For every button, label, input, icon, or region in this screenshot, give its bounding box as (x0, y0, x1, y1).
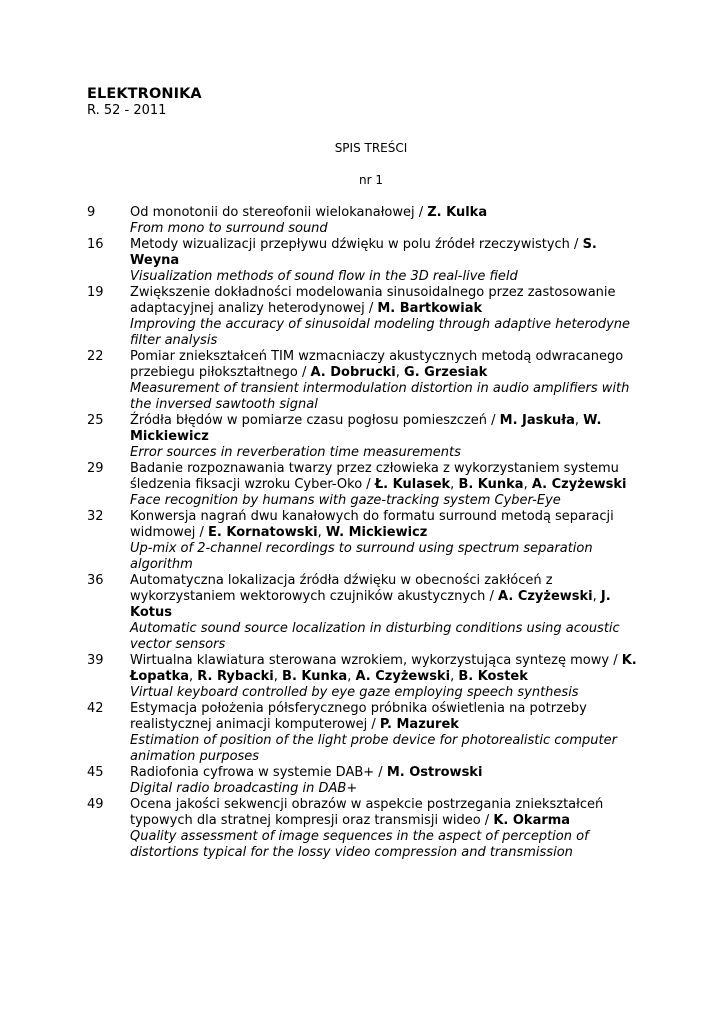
entry-english-title: Error sources in reverberation time measurements (130, 445, 461, 460)
entry-page-number: 16 (87, 237, 104, 252)
entry-body (130, 205, 647, 237)
entry-author: A. Czyżewski (531, 477, 627, 492)
toc-entry (87, 413, 647, 461)
entry-english-title: Quality assessment of image sequences in the aspect of perception of distortions typical for the lossy video compression and transmission (130, 829, 589, 860)
entry-page-number: 49 (87, 797, 104, 812)
toc-entry (87, 205, 647, 237)
entry-polish-title: Źródła błędów w pomiarze czasu pogłosu pomieszczeń / M. Jaskuła, W. Mickiewicz (130, 413, 602, 444)
journal-title: ELEKTRONIKA (87, 86, 202, 102)
journal-volume: R. 52 - 2011 (87, 103, 167, 118)
entry-author: P. Mazurek (379, 717, 459, 732)
entry-author: K. Łopatka (130, 653, 637, 684)
entry-title-text: Źródła błędów w pomiarze czasu pogłosu pomieszczeń / (130, 413, 500, 428)
entry-author: K. Okarma (493, 813, 571, 828)
entry-title-text: Estymacja położenia półsferycznego próbnika oświetlenia na potrzeby realistycznej animacji komputerowej / (130, 701, 587, 732)
toc-entry (87, 765, 647, 797)
entry-title-text: Automatyczna lokalizacja źródła dźwięku w obecności zakłóceń z wykorzystaniem wektorowych czujników akustycznych / (130, 573, 553, 604)
entry-title-text: Radiofonia cyfrowa w systemie DAB+ / (130, 765, 387, 780)
entry-title-text: Konwersja nagrań dwu kanałowych do formatu surround metodą separacji widmowej / (130, 509, 614, 540)
entry-author: Z. Kulka (427, 205, 488, 220)
toc-entry (87, 509, 647, 573)
entry-title-text: Zwiększenie dokładności modelowania sinusoidalnego przez zastosowanie adaptacyjnej analizy heterodynowej / (130, 285, 616, 316)
entry-page-number: 29 (87, 461, 104, 476)
entry-author: B. Kunka (282, 669, 348, 684)
toc-entry (87, 461, 647, 509)
entry-body (130, 461, 647, 509)
entry-polish-title (130, 797, 603, 828)
entry-polish-title: Wirtualna klawiatura sterowana wzrokiem, wykorzystująca syntezę mowy / K. Łopatka, R. Rybacki, B. Kunka, A. Czyżewski, B. Kostek (130, 653, 637, 684)
document-page (87, 86, 647, 861)
entry-polish-title: Badanie rozpoznawania twarzy przez człowieka z wykorzystaniem systemu śledzenia fiksacji wzroku Cyber-Oko / Ł. Kulasek, B. Kunka, A. Czyżewski (130, 461, 627, 492)
entry-polish-title: Pomiar zniekształceń TIM wzmacniaczy akustycznych metodą odwracanego przebiegu piłokształtnego / A. Dobrucki, G. Grzesiak (130, 349, 624, 380)
entry-english-title: Up-mix of 2-channel recordings to surround using spectrum separation algorithm (130, 541, 593, 572)
entry-page-number: 22 (87, 349, 104, 364)
entry-body (130, 237, 647, 285)
entry-author: B. Kostek (458, 669, 528, 684)
entry-polish-title: Konwersja nagrań dwu kanałowych do formatu surround metodą separacji widmowej / E. Kornatowski, W. Mickiewicz (130, 509, 614, 540)
entry-english-title: Visualization methods of sound flow in the 3D real-live field (130, 269, 518, 284)
entry-author: E. Kornatowski (208, 525, 318, 540)
entry-english-title: From mono to surround sound (130, 221, 328, 236)
entry-english-title: Measurement of transient intermodulation distortion in audio amplifiers with the inversed sawtooth signal (130, 381, 630, 412)
toc-entry (87, 701, 647, 765)
toc-entry (87, 285, 647, 349)
entry-author: G. Grzesiak (404, 365, 488, 380)
entry-title-text: Pomiar zniekształceń TIM wzmacniaczy akustycznych metodą odwracanego przebiegu piłokształtnego / (130, 349, 624, 380)
entry-author: S. Weyna (130, 237, 597, 268)
entry-page-number: 42 (87, 701, 104, 716)
entry-page-number: 19 (87, 285, 104, 300)
entry-author: M. Bartkowiak (377, 301, 483, 316)
entry-polish-title: Automatyczna lokalizacja źródła dźwięku w obecności zakłóceń z wykorzystaniem wektorowych czujników akustycznych / A. Czyżewski, J. Kotus (130, 573, 611, 620)
entry-page-number: 9 (87, 205, 96, 220)
entry-english-title: Automatic sound source localization in disturbing conditions using acoustic vector sensors (130, 621, 620, 652)
toc-entry (87, 797, 647, 861)
entry-english-title: Improving the accuracy of sinusoidal modeling through adaptive heterodyne filter analysis (130, 317, 631, 348)
entry-title-text: Metody wizualizacji przepływu dźwięku w polu źródeł rzeczywistych / (130, 237, 583, 252)
entry-author: W. Mickiewicz (325, 525, 428, 540)
toc-heading: SPIS TREŚCI (334, 141, 408, 155)
toc-entry-list (87, 205, 647, 861)
entry-page-number: 36 (87, 573, 104, 588)
entry-polish-title (130, 205, 487, 220)
entry-polish-title (130, 285, 616, 316)
toc-entry (87, 349, 647, 413)
entry-body (130, 653, 647, 701)
toc-entry (87, 237, 647, 285)
entry-title-text: Od monotonii do stereofonii wielokanałowej / (130, 205, 428, 220)
entry-title-text: Ocena jakości sekwencji obrazów w aspekcie postrzegania zniekształceń typowych dla stratnej kompresji oraz transmisji wideo / (130, 797, 604, 828)
entry-author: A. Dobrucki (310, 365, 396, 380)
issue-number: nr 1 (359, 173, 383, 187)
entry-body (130, 573, 647, 653)
entry-author: J. Kotus (130, 589, 611, 620)
entry-title-text: Badanie rozpoznawania twarzy przez człowieka z wykorzystaniem systemu śledzenia fiksacji wzroku Cyber-Oko / (130, 461, 619, 492)
entry-body (130, 701, 647, 765)
entry-title-text: Wirtualna klawiatura sterowana wzrokiem, wykorzystująca syntezę mowy / (130, 653, 622, 668)
entry-english-title: Digital radio broadcasting in DAB+ (130, 781, 358, 796)
entry-body (130, 765, 647, 797)
entry-body (130, 509, 647, 573)
toc-entry (87, 573, 647, 653)
entry-polish-title (130, 237, 597, 268)
entry-author: M. Jaskuła (499, 413, 575, 428)
entry-english-title: Face recognition by humans with gaze-tracking system Cyber-Eye (130, 493, 561, 508)
entry-body (130, 797, 647, 861)
entry-page-number: 45 (87, 765, 104, 780)
entry-polish-title (130, 701, 587, 732)
entry-author: B. Kunka (458, 477, 524, 492)
entry-page-number: 25 (87, 413, 104, 428)
entry-body (130, 413, 647, 461)
entry-author: R. Rybacki (197, 669, 274, 684)
entry-author: A. Czyżewski (355, 669, 451, 684)
entry-page-number: 39 (87, 653, 104, 668)
entry-author: M. Ostrowski (386, 765, 483, 780)
entry-polish-title (130, 765, 482, 780)
entry-author: A. Czyżewski (498, 589, 593, 604)
entry-english-title: Virtual keyboard controlled by eye gaze employing speech synthesis (130, 685, 579, 700)
entry-body (130, 349, 647, 413)
entry-body (130, 285, 647, 349)
entry-author: Ł. Kulasek (374, 477, 451, 492)
entry-author: W. Mickiewicz (130, 413, 602, 444)
entry-english-title: Estimation of position of the light probe device for photorealistic computer animation purposes (130, 733, 617, 764)
entry-page-number: 32 (87, 509, 104, 524)
toc-entry (87, 653, 647, 701)
